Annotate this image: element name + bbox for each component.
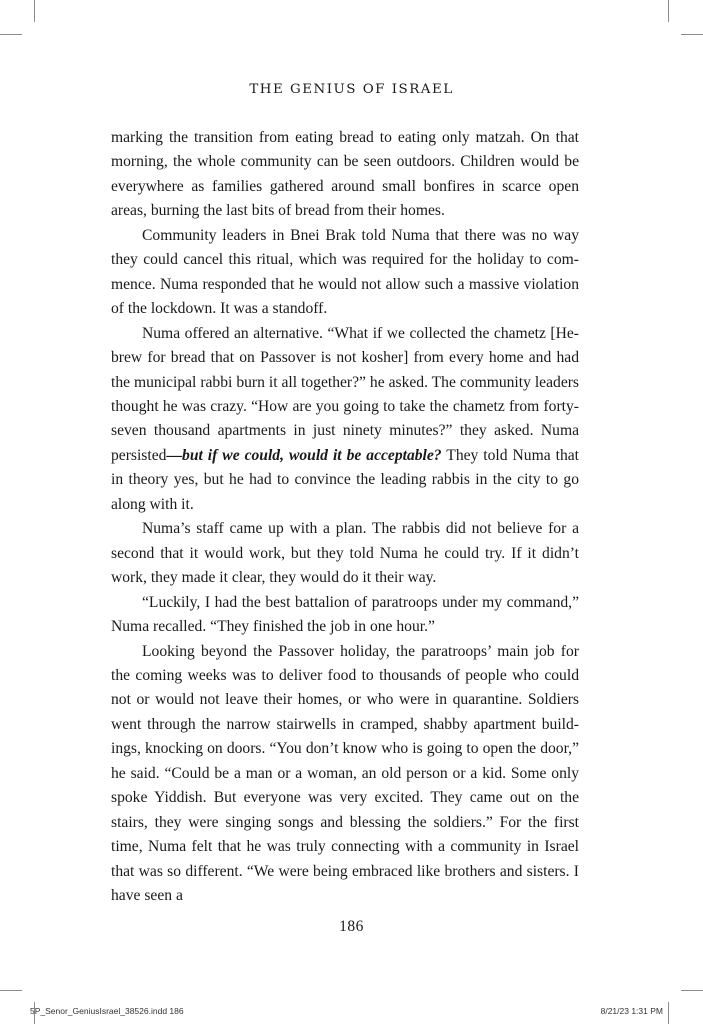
crop-mark-bottom-right-vertical bbox=[668, 1002, 669, 1024]
page-number: 186 bbox=[339, 918, 364, 935]
running-head: THE GENIUS OF ISRAEL bbox=[249, 82, 454, 97]
emphasis-text: —but if we could, would it be acceptable? bbox=[166, 446, 442, 464]
paragraph bbox=[111, 640, 579, 909]
paragraph-text: They told Numa that in theory yes, but he had to convince the leading rabbis in the city to go along with it. bbox=[111, 446, 579, 513]
paragraph bbox=[111, 322, 579, 518]
crop-mark-top-left-vertical bbox=[34, 0, 35, 22]
paragraph bbox=[111, 591, 579, 640]
slug-datetime: 8/21/23 1:31 PM bbox=[600, 1006, 663, 1016]
paragraph-text: Looking beyond the Passover holiday, the paratroops’ main job for the coming weeks was to deliver food to thousands of people who could not or would not leave their homes, or who were in quarantine. Soldiers went through the narrow stairwells in cramped, shabby apartment buildings, knocking on doors. “You don’t know who is going to open the door,” he said. “Could be a man or a woman, an old person or a kid. Some only spoke Yiddish. But everyone was very excited. They came out on the stairs, they were singing songs and blessing the soldiers.” For the first time, Numa felt that he was truly connecting with a community in Israel that was so different. “We were being embraced like brothers and sisters. I have seen a bbox=[111, 642, 579, 905]
slug-filename: 5P_Senor_GeniusIsrael_38526.indd 186 bbox=[30, 1006, 184, 1016]
paragraph-text: “Luckily, I had the best battalion of paratroops under my command,” Numa recalled. “They finished the job in one hour.” bbox=[111, 593, 579, 636]
body-text bbox=[111, 126, 579, 909]
crop-mark-top-left-horizontal bbox=[0, 34, 22, 35]
crop-mark-bottom-left-horizontal bbox=[0, 990, 22, 991]
paragraph bbox=[111, 126, 579, 224]
crop-mark-bottom-right-horizontal bbox=[681, 990, 703, 991]
paragraph bbox=[111, 224, 579, 322]
paragraph-text: marking the transition from eating bread to eating only matzah. On that morning, the whole community can be seen outdoors. Children would be everywhere as families gathered around small bonfires in scarce open areas, burning the last bits of bread from their homes. bbox=[111, 129, 579, 220]
crop-mark-top-right-vertical bbox=[668, 0, 669, 22]
paragraph-text: Numa’s staff came up with a plan. The rabbis did not believe for a second that it would work, but they told Numa he could try. If it didn’t work, they made it clear, they would do it their way. bbox=[111, 520, 579, 587]
paragraph-text: Community leaders in Bnei Brak told Numa that there was no way they could cancel this ritual, which was required for the holiday to commence. Numa responded that he would not allow such a massive violation of the lockdown. It was a standoff. bbox=[111, 226, 579, 318]
paragraph bbox=[111, 517, 579, 590]
paragraph-text: Numa offered an alternative. “What if we collected the chametz [Hebrew for bread that on Passover is not kosher] from every home and had the municipal rabbi burn it all together?” he asked. The community leaders thought he was crazy. “How are you going to take the chametz from forty-seven thousand apartments in just ninety minutes?” they asked. Numa persisted bbox=[111, 324, 579, 464]
crop-mark-top-right-horizontal bbox=[681, 34, 703, 35]
